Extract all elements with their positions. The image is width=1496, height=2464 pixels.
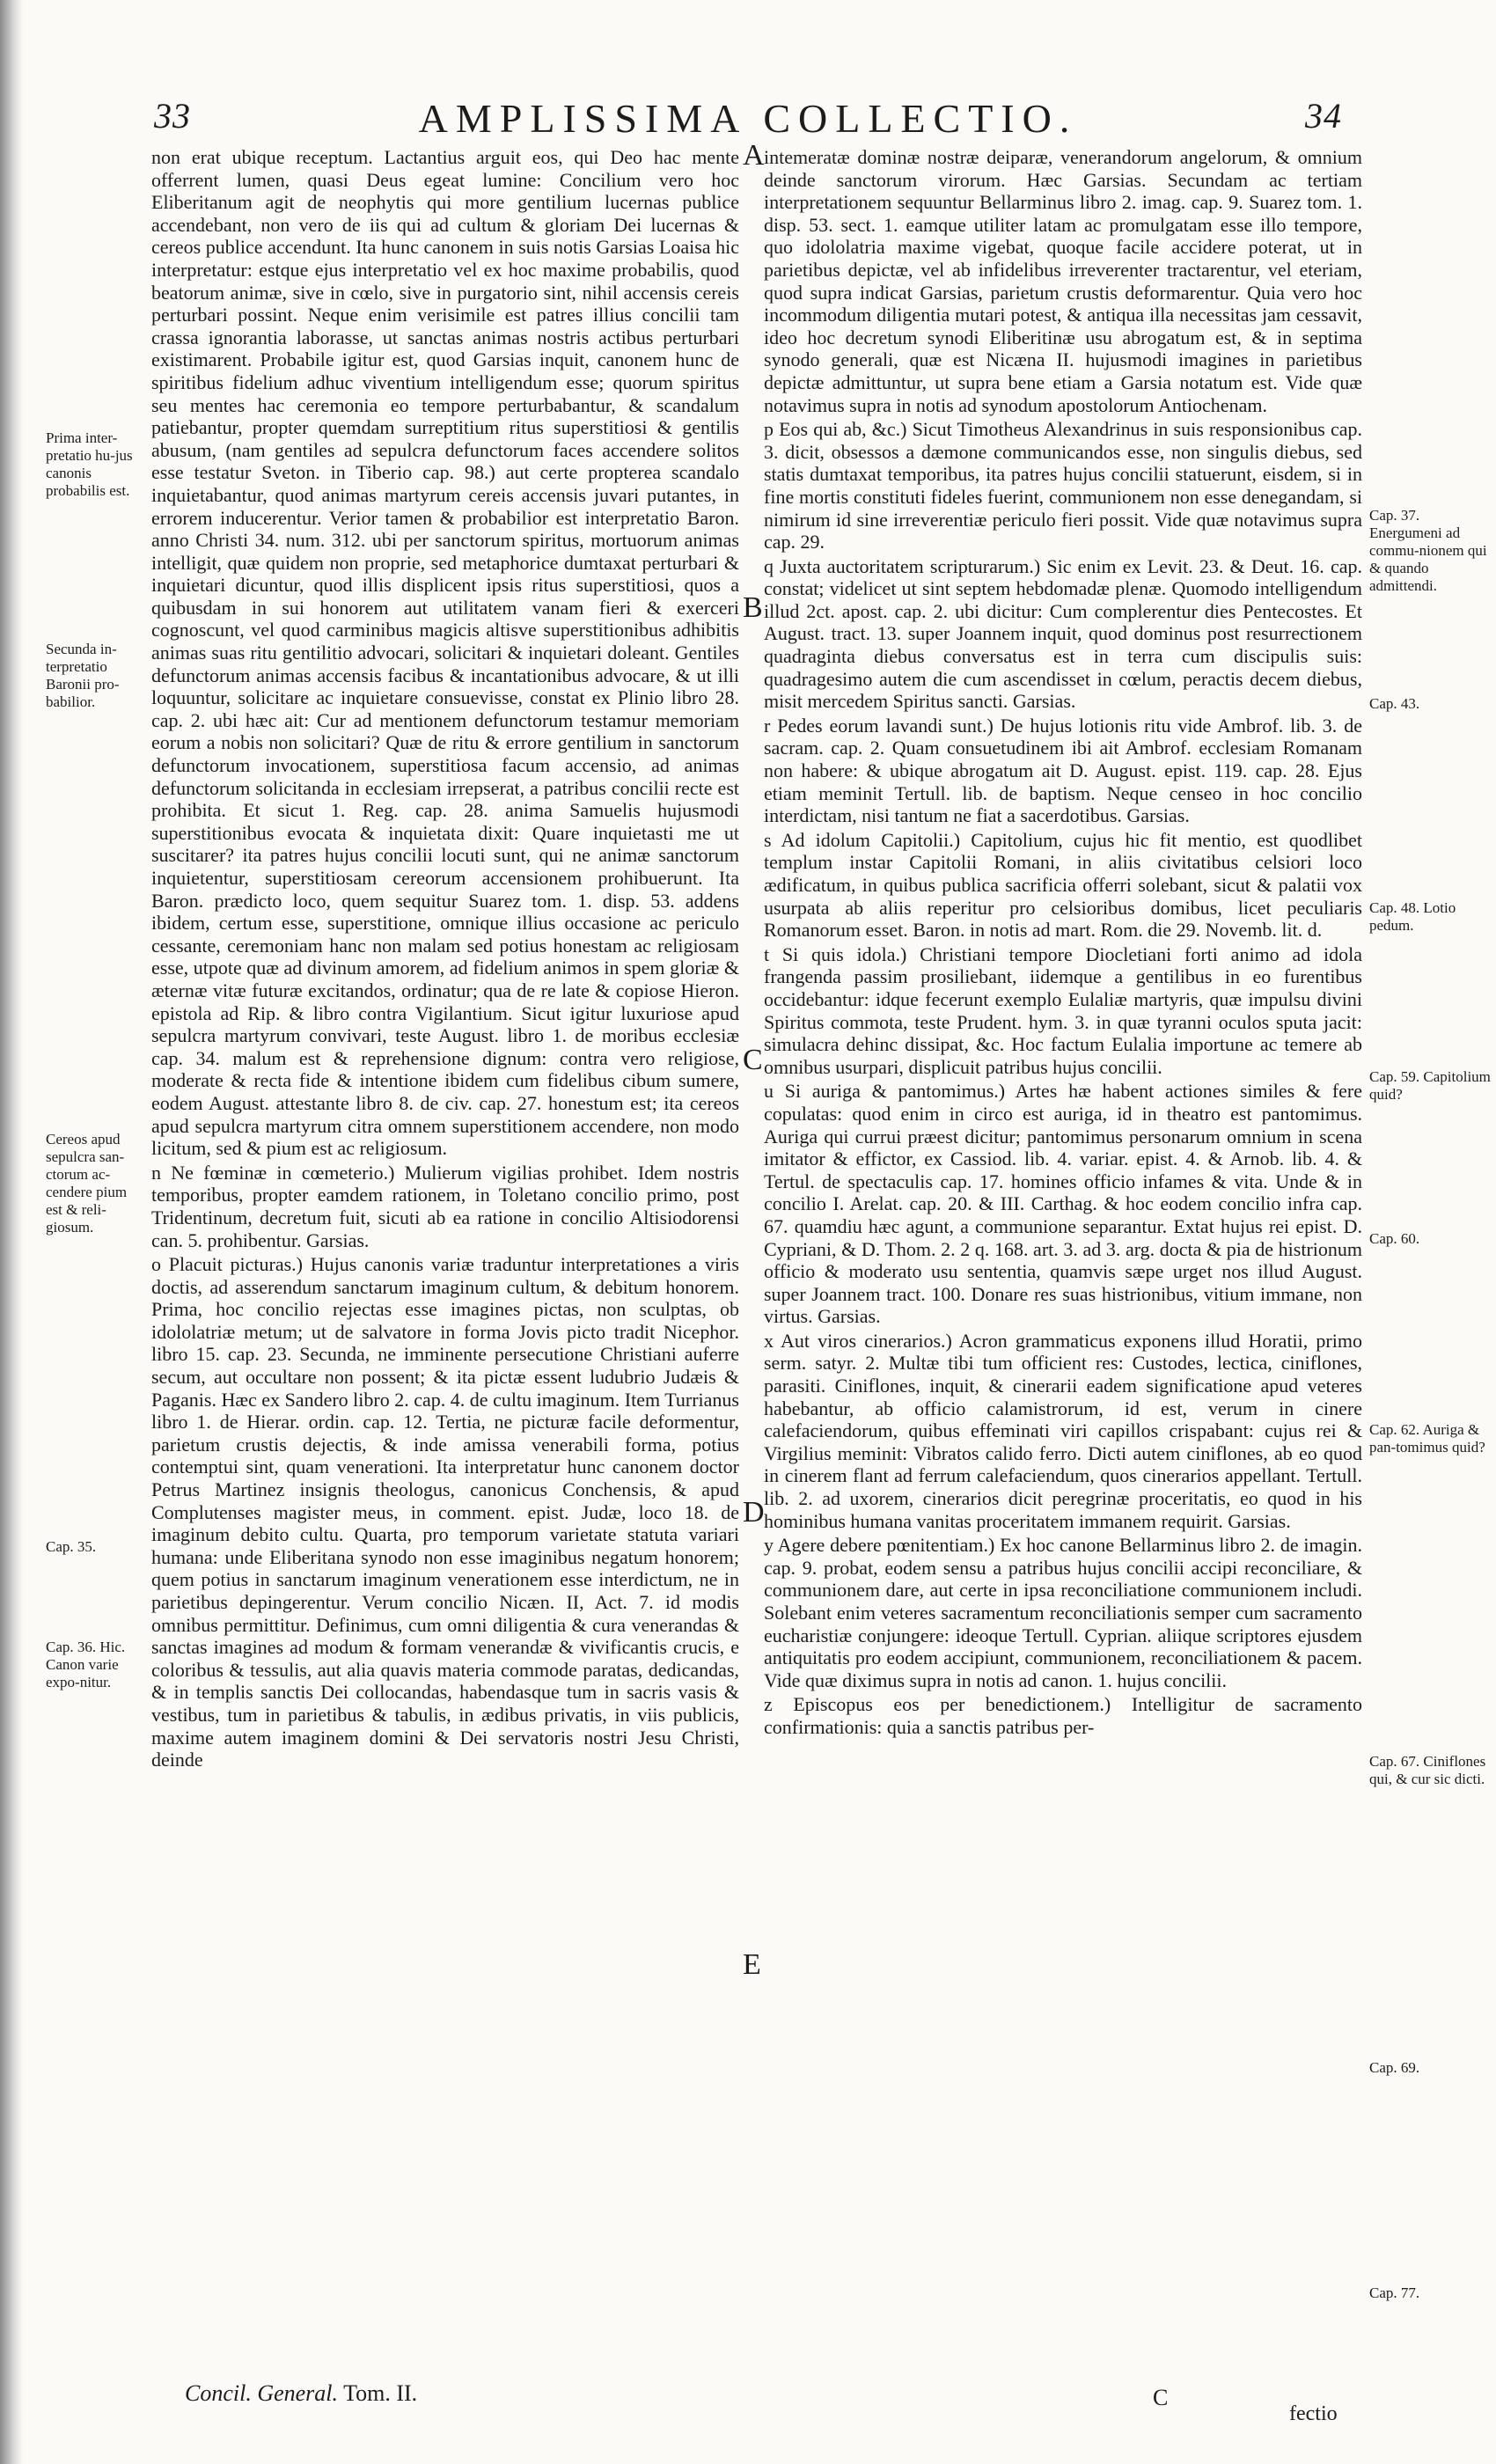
section-letter: D <box>743 1496 765 1529</box>
section-letter: B <box>743 591 763 624</box>
section-letter: E <box>743 1948 761 1981</box>
paragraph: p Eos qui ab, &c.) Sicut Timotheus Alexandrinus in suis responsionibus cap. 3. dicit, obsessos a dæmone communicandos esse, non singulis diebus, sed statis dumtaxat temporibus, ita patres hujus concilii statuerunt, eisdem, si in fine mortis constituti fideles fuerint, communionem non esse denegandam, si nimirum id sine irreverentiæ periculo fieri possit. Vide quæ notavimus supra cap. 29. <box>764 418 1362 554</box>
margin-note: Cap. 43. <box>1369 695 1420 712</box>
text-column-right <box>764 146 1362 2372</box>
running-title: AMPLISSIMA COLLECTIO. <box>418 96 1078 141</box>
paragraph: u Si auriga & pantomimus.) Artes hæ habent actiones similes & fere copulatas: quod enim in circo est auriga, id in theatro est pantomimus. Auriga qui currui præest dicitur; pantomimus personarum omnium in scena imitator & effictor, ex Cassiod. lib. 4. variar. epist. 4. & Arnob. lib. 4. & Tertul. de spectaculis cap. 17. homines officio infames & vita. Unde & in concilio I. Arelat. cap. 20. & III. Carthag. & hoc eodem concilio infra cap. 67. quamdiu hæc agunt, a communione separantur. Extat hujus rei epist. D. Cypriani, & D. Thom. 2. 2 q. 168. art. 3. ad 3. arg. docta & pia de histrionum officio & moderato usu sententia, quamvis sæpe urget nos illud August. super Joannem tract. 100. Donare res suas histrionibus, vitium immane, non virtus. Garsias. <box>764 1080 1362 1328</box>
margin-note: Cap. 69. <box>1369 2059 1420 2076</box>
paragraph: n Ne fœminæ in cœmeterio.) Mulierum vigilias prohibet. Idem nostris temporibus, propter eamdem rationem, in Toletano concilio primo, post Tridentinum, decretum fuit, sicuti ab ea ratione in concilio Altisiodorensi can. 5. prohibentur. Garsias. <box>151 1161 739 1251</box>
section-letter: A <box>743 139 765 172</box>
margin-note: Cap. 59. Capitolium quid? <box>1369 1068 1491 1103</box>
paragraph: non erat ubique receptum. Lactantius arguit eos, qui Deo hac mente offerrent lumen, quasi Deus egeat lumine: Concilium vero hoc Eliberitanum agit de neophytis qui more gentilium lucernas publice accendebant, non vero de iis qui ad cultum & gloriam Dei lucernas & cereos publice accendunt. Ita hunc canonem in suis notis Garsias Loaisa hic interpretatur: estque ejus interpretatio vel ex hoc maxime probabilis, quod beatorum animæ, sive in cœlo, sive in purgatorio sint, nihil accensis cereis perturbari possint. Neque enim verisimile est patres illius concilii tam crassa ignorantia laborasse, ut sanctas animas nostris actibus perturbari existimarent. Probabile igitur est, quod Garsias inquit, canonem hunc de spiritibus fidelium adhuc viventium intelligendum esse; quorum spiritus seu mentes hac ceremonia eo tempore perturbabantur, & scandalum patiebantur, propter quemdam surreptitium ritus superstitiosi & gentilis abusum, (nam gentiles ad sepulcra defunctorum faces accendere solitos esse testatur Sveton. in Tiberio cap. 98.) aut certe propterea scandalo inquietabantur, quod animas martyrum cereis accensis juvari putantes, in errorem inducerentur. Verior tamen & probabilior est interpretatio Baron. anno Christi 34. num. 312. ubi per sanctorum spiritus, mortuorum animas intelligit, quæ quidem non proprie, sed metaphorice dumtaxat perturbari & inquietari dicuntur, quod illis displicent ipsis ritus superstitiosi, quos a quibusdam in sui honorem aut utilitatem vanam fieri & exerceri cognoscunt, vel quod carminibus magicis altisve superstitionibus adhibitis animas suas ritu gentilitio advocari, solicitari & inquietari doleant. Gentiles defunctorum animas accensis facibus & incantationibus advocare, & ut illi loquuntur, solicitare ac inquietare consuevisse, constat ex Plinio libro 28. cap. 2. ubi hæc ait: Cur ad mentionem defunctorum testamur memoriam eorum a nobis non solicitari? Quæ de ritu & errore gentilium in sanctorum defunctorum invocationem, superstitiosa facum accensio, ad animas defunctorum solicitanda in ecclesiam irrepserat, a patribus concilii recte est prohibita. Et sicut 1. Reg. cap. 28. anima Samuelis hujusmodi superstitionibus evocata & inquietata dixit: Quare inquietasti me ut suscitarer? ita patres hujus concilii locuti sunt, qui ne animæ sanctorum inquietentur, superstitiosam cereorum accensionem prohibuerunt. Ita Baron. prædicto loco, quem sequitur Suarez tom. 1. disp. 53. addens ibidem, certum esse, superstitione, omnique illius occasione ac periculo cessante, ceremoniam hanc non malam sed potius honestam ac religiosam esse, utpote quæ ad divinum amorem, ad fidelium animos in spem gloriæ & æternæ vitæ futuræ excitandos, ordinatur; qua de re late & copiose Hieron. epistola ad Rip. & libro contra Vigilantium. Sicut igitur luxuriose apud sepulcra martyrum convivari, teste August. libro 1. de moribus ecclesiæ cap. 34. malum est & reprehensione dignum: contra vero religiose, moderate & recta fide & intentione ibidem cum fidelibus cibum sumere, eodem August. attestante libro 8. de civ. cap. 27. honestum est; ita cereos apud sepulcra martyrum citra omnem superstitionem accendere, non modo licitum, sed & pium est ac religiosum. <box>151 146 739 1160</box>
paragraph: intemeratæ dominæ nostræ deiparæ, venerandorum angelorum, & omnium deinde sanctorum virorum. Hæc Garsias. Secundam ac tertiam interpretationem sequuntur Bellarminus libro 2. imag. cap. 9. Suarez tom. 1. disp. 53. sect. 1. eamque utiliter latam ac promulgatam esse illo tempore, quo idololatria maxime vigebat, quoque facile accidere poterat, ut in parietibus depictæ, vel ab infidelibus irreverenter tractarentur, vel eteriam, quod supra indicat Garsias, parietum crustis deformarentur. Quia vero hoc incommodum diligentia mutari potest, & antiqua illa necessitas jam cessavit, ideo hoc decretum synodi Eliberitinæ usu abrogatum est, & in septima synodo generali, quæ est Nicæna II. hujusmodi imagines in parietibus depictæ admittuntur, ut supra bene etiam a Garsia notatum est. Vide quæ notavimus supra in notis ad synodum apostolorum Antiochenam. <box>764 146 1362 416</box>
margin-note: Secunda in-terpretatio Baronii pro-babilior. <box>46 641 120 710</box>
page-spine-shadow <box>0 0 23 2464</box>
margin-note: Cap. 62. Auriga & pan-tomimus quid? <box>1369 1421 1485 1456</box>
margin-note: Cap. 60. <box>1369 1230 1420 1247</box>
page-number-left: 33 <box>154 96 191 136</box>
paragraph: y Agere debere pœnitentiam.) Ex hoc canone Bellarminus libro 2. de imagin. cap. 9. probat, eodem sensu a patribus hujus concilii accipi reconciliare, & communionem dare, aut certe in ipsa reconciliatione communionem includi. Solebant enim veteres sacramentum reconciliationis semper cum sacramento eucharistiæ conjungere: ideoque Tertull. Cyprian. aliique scriptores ejusdem antiquitatis pro eodem accipiunt, communionem, reconciliationem & pacem. Vide quæ diximus supra in notis ad canon. 1. hujus concilii. <box>764 1534 1362 1691</box>
margin-note: Cap. 77. <box>1369 2284 1420 2301</box>
margin-note: Cap. 37. Energumeni ad commu-nionem qui & quando admittendi. <box>1369 507 1487 594</box>
signature-mark: C <box>1153 2385 1169 2410</box>
page-number-right: 34 <box>1305 96 1342 136</box>
paragraph: z Episcopus eos per benedictionem.) Intelligitur de sacramento confirmationis: quia a sanctis patribus per- <box>764 1693 1362 1738</box>
margin-note: Cap. 48. Lotio pedum. <box>1369 899 1456 934</box>
footer-source: Concil. General. <box>185 2380 339 2406</box>
margin-note: Cereos apud sepulcra san-ctorum ac-cendere pium est & reli-giosum. <box>46 1131 128 1236</box>
paragraph: s Ad idolum Capitolii.) Capitolium, cujus hic fit mentio, est quodlibet templum instar Capitolii Romani, in aliis civitatibus celsiori loco ædificatum, in quibus publica sacrificia offerri solebant, sicut & palatii vox usurpata ab aliis reperitur pro celsioribus domibus, licet peculiaris Romanorum esset. Baron. in notis ad mart. Rom. die 29. Novemb. lit. d. <box>764 828 1362 942</box>
paragraph: x Aut viros cinerarios.) Acron grammaticus exponens illud Horatii, primo serm. satyr. 2. Multæ tibi tum officient res: Custodes, lectica, ciniflones, parasiti. Ciniflones, inquit, & cinerarii eadem significatione apud veteres habebantur, ab officio calamistrorum, id est, verum in cinere calefaciendorum, quibus effeminati viri capillos crispabant: cujus rei & Virgilius meminit: Vibratos calido ferro. Dicti autem ciniflones, ab eo quod in cinerem flant ad ferrum calefaciendum, quos cinerarios appellant. Tertull. lib. 2. ad uxorem, cinerarios dicit peregrinæ proceritatis, eo quod in his hominibus humana vanitas proceritatem immanem requirit. Garsias. <box>764 1329 1362 1532</box>
paragraph: q Juxta auctoritatem scripturarum.) Sic enim ex Levit. 23. & Deut. 16. cap. constat; videlicet ut sint septem hebdomadæ plenæ. Quomodo intelligendum illud 2ct. apost. cap. 2. ubi dicitur: Cum complerentur dies Pentecostes. Et August. tract. 13. super Joannem inquit, quod dominus post resurrectionem quadraginta diebus conversatus est in terra cum discipulis suis: quadragesimo autem die cum ascendisset in cœlum, peractis decem diebus, misit mercedem Spiritus sancti. Garsias. <box>764 554 1362 713</box>
paragraph: o Placuit picturas.) Hujus canonis variæ traduntur interpretationes a viris doctis, ad asserendum sanctarum imaginum cultum, & debitum honorem. Prima, hoc concilio rejectas esse imagines pictas, non sculptas, ob idololatriæ metum; ut de salvatore in forma Jovis picto tradit Nicephor. libro 15. cap. 23. Secunda, ne imminente persecutione Christiani auferre secum, aut occultare non possent; & ita pictæ essent ludubrio Judæis & Paganis. Hæc ex Sandero libro 2. cap. 4. de cultu imaginum. Item Turrianus libro 1. de Hierar. ordin. cap. 12. Tertia, ne picturæ facile deformentur, parietum crustis dejectis, & inde amissa venerabili forma, potius contemptui sint, quam venerationi. Ita interpretatur hunc canonem doctor Petrus Martinez insignis theologus, canonicus Conchensis, & apud Complutenses magister meus, in comment. epist. Judæ, loco 18. de imaginum debito cultu. Quarta, pro temporum varietate statuta variari humana: unde Eliberitana synodo non esse imaginibus negatum honorem; quem potius in sanctarum imaginum venerationem esse interdictum, ne in parietibus depingerentur. Verum concilio Nicæn. II, Act. 7. id modis omnibus permittitur. Definimus, cum omni diligentia & cura venerandas & sanctas imagines ad modum & formam venerandæ & vivificantis crucis, e coloribus & tessulis, aut alia quavis materia commode paratas, dedicandas, & in templis sanctis Dei collocandas, habendasque tum in sacris vasis & vestibus, tum in parietibus & tabulis, in ædibus privatis, in viis publicis, maxime autem imaginem domini & Dei servatoris nostri Jesu Christi, deinde <box>151 1253 739 1771</box>
footer-volume <box>185 2380 417 2407</box>
paragraph: t Si quis idola.) Christiani tempore Diocletiani forti animo ad idola frangenda passim prosiliebant, iidemque a gentilibus in eo furentibus occidebantur: idque fecerunt exemplo Eulaliæ martyris, quæ impulsu divini Spiritus commota, teste Prudent. hym. 3. in quæ tyranni oculos sputa jacit: simulacra dehinc dissipat, &c. Hoc factum Eulalia importune ac temere ab omnibus usurpari, displicuit patribus hujus concilii. <box>764 942 1362 1078</box>
text-column-left <box>151 146 739 2372</box>
margin-note: Cap. 35. <box>46 1538 97 1555</box>
paragraph: r Pedes eorum lavandi sunt.) De hujus lotionis ritu vide Ambrof. lib. 3. de sacram. cap. 2. Quam consuetudinem ibi ait Ambrof. ecclesiam Romanam non habere: & ubique abrogatum ait D. August. epist. 119. cap. 28. Ejus etiam meminit Tertull. lib. de baptism. Neque censeo in hoc concilio interdictam, nisi tantum ne fiat a sacerdotibus. Garsias. <box>764 714 1362 827</box>
margin-note: Cap. 67. Ciniflones qui, & cur sic dicti. <box>1369 1753 1486 1787</box>
catchword: fectio <box>1289 2402 1338 2425</box>
margin-note: Prima inter-pretatio hu-jus canonis probabilis est. <box>46 429 133 499</box>
footer-tome: Tom. II. <box>343 2380 418 2406</box>
section-letter: C <box>743 1044 763 1076</box>
margin-note: Cap. 36. Hic. Canon varie expo-nitur. <box>46 1639 126 1690</box>
